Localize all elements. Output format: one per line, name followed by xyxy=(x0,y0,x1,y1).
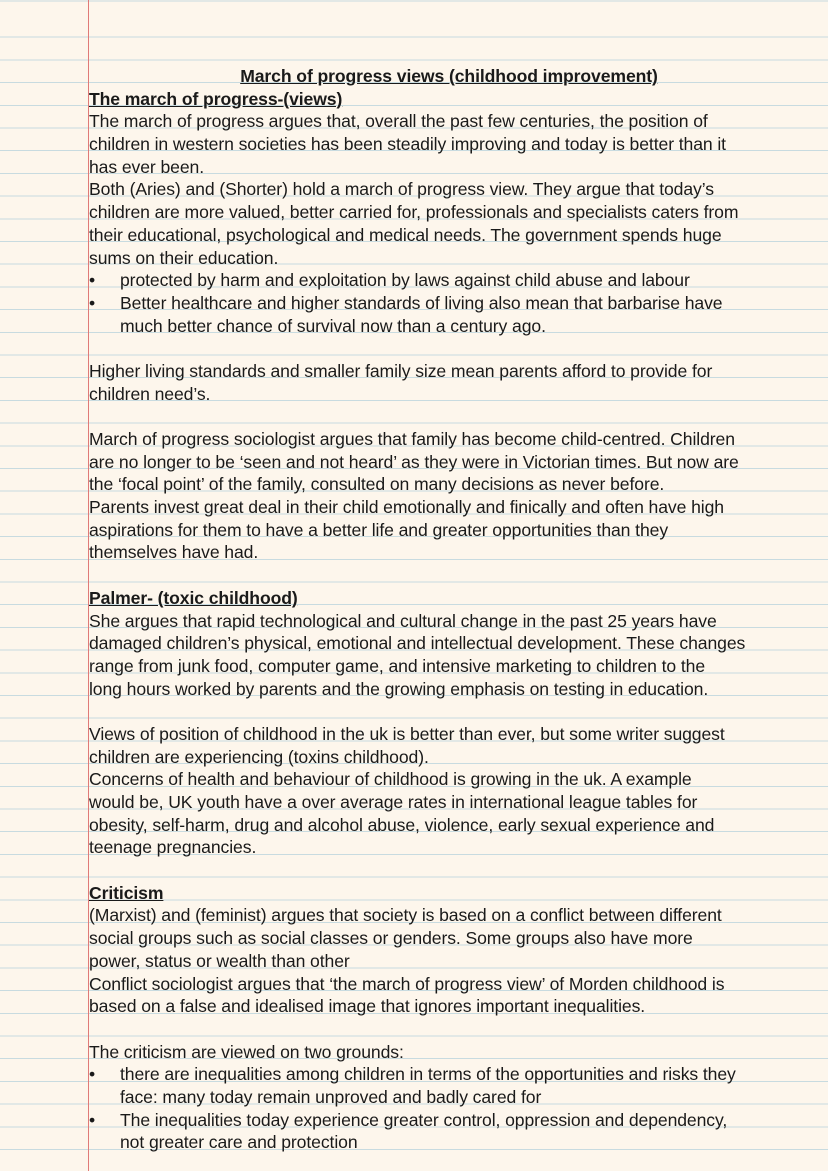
bullet-icon: • xyxy=(89,270,96,291)
blank-line xyxy=(89,337,819,360)
paragraph xyxy=(89,723,819,859)
paragraph xyxy=(89,428,819,564)
text-line: based on a false and idealised image that ignores important inequalities. xyxy=(89,996,646,1017)
list-item-text: there are inequalities among children in terms of the opportunities and risks they xyxy=(120,1064,736,1085)
text-line: children in western societies has been steadily improving and today is better than it xyxy=(89,134,726,155)
text-line: their educational, psychological and medical needs. The government spends huge xyxy=(89,224,722,245)
text-line: She argues that rapid technological and cultural change in the past 25 years have xyxy=(89,610,717,631)
list-item-text: face: many today remain unproved and badly cared for xyxy=(120,1086,542,1107)
paragraph xyxy=(89,360,819,405)
list-item xyxy=(89,269,819,292)
bullet-icon: • xyxy=(89,1064,96,1085)
bullet-list xyxy=(89,269,819,337)
list-item-text: protected by harm and exploitation by laws against child abuse and labour xyxy=(120,270,690,291)
text-line: aspirations for them to have a better life and greater opportunities than they xyxy=(89,519,669,540)
text-line: Views of position of childhood in the uk is better than ever, but some writer suggest xyxy=(89,723,725,744)
text-line: Concerns of health and behaviour of childhood is growing in the uk. A example xyxy=(89,769,692,790)
text-line: has ever been. xyxy=(89,156,204,177)
text-line: The criticism are viewed on two grounds: xyxy=(89,1041,404,1062)
page-title: March of progress views (childhood improvement) xyxy=(240,66,658,86)
text-line: children need’s. xyxy=(89,383,211,404)
bullet-icon: • xyxy=(89,1109,96,1130)
section-heading-march-of-progress: The march of progress-(views) xyxy=(89,88,343,109)
text-line: Parents invest great deal in their child emotionally and finically and often have high xyxy=(89,497,724,518)
text-line: damaged children’s physical, emotional and intellectual development. These changes xyxy=(89,633,746,654)
paragraph xyxy=(89,178,819,269)
list-item xyxy=(89,292,819,315)
text-line: March of progress sociologist argues that family has become child-centred. Children xyxy=(89,429,735,449)
list-item-text: The inequalities today experience greater control, oppression and dependency, xyxy=(120,1109,728,1130)
bullet-list xyxy=(89,1063,819,1154)
text-line: social groups such as social classes or genders. Some groups also have more xyxy=(89,928,693,949)
blank-line xyxy=(89,859,819,882)
text-line: Conflict sociologist argues that ‘the march of progress view’ of Morden childhood is xyxy=(89,973,725,994)
text-line: themselves have had. xyxy=(89,542,259,563)
document-page xyxy=(89,65,819,1154)
blank-line xyxy=(89,1018,819,1041)
bullet-icon: • xyxy=(89,292,96,313)
blank-line xyxy=(89,564,819,587)
blank-line xyxy=(89,405,819,428)
text-line: children are experiencing (toxins childhood). xyxy=(89,746,429,767)
text-line: the ‘focal point’ of the family, consulted on many decisions as never before. xyxy=(89,474,665,495)
paragraph xyxy=(89,1041,819,1064)
text-line: Higher living standards and smaller family size mean parents afford to provide for xyxy=(89,360,713,381)
list-item-text: not greater care and protection xyxy=(120,1132,358,1153)
text-line: children are more valued, better carried for, professionals and specialists caters from xyxy=(89,202,739,223)
section-heading-palmer: Palmer- (toxic childhood) xyxy=(89,587,298,608)
text-line: The march of progress argues that, overall the past few centuries, the position of xyxy=(89,111,708,132)
text-line: are no longer to be ‘seen and not heard’ as they were in Victorian times. But now are xyxy=(89,451,739,472)
text-line: teenage pregnancies. xyxy=(89,837,257,858)
blank-line xyxy=(89,700,819,723)
text-line: would be, UK youth have a over average rates in international league tables for xyxy=(89,792,698,812)
list-item-text: Better healthcare and higher standards of living also mean that barbarise have xyxy=(120,292,723,313)
list-item-text: much better chance of survival now than a century ago. xyxy=(120,315,546,336)
text-line: range from junk food, computer game, and intensive marketing to children to the xyxy=(89,655,706,676)
paragraph xyxy=(89,610,819,701)
section-heading-criticism: Criticism xyxy=(89,882,164,903)
list-item xyxy=(89,1063,819,1086)
text-line: obesity, self-harm, drug and alcohol abuse, violence, early sexual experience and xyxy=(89,814,715,835)
text-line: Both (Aries) and (Shorter) hold a march of progress view. They argue that today’s xyxy=(89,179,714,200)
text-line: power, status or wealth than other xyxy=(89,950,350,971)
paragraph xyxy=(89,904,819,1017)
text-line: long hours worked by parents and the growing emphasis on testing in education. xyxy=(89,678,709,699)
text-line: sums on their education. xyxy=(89,247,279,268)
list-item xyxy=(89,1109,819,1132)
text-line: (Marxist) and (feminist) argues that society is based on a conflict between different xyxy=(89,905,722,926)
paragraph xyxy=(89,110,819,178)
